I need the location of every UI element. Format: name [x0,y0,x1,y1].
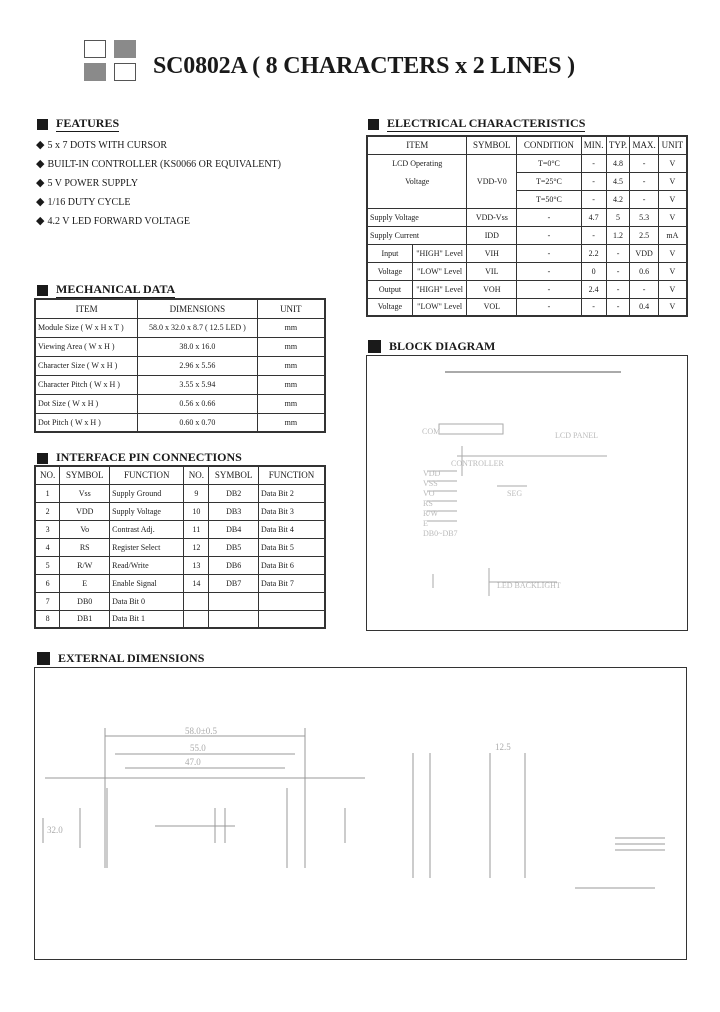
heading-square-icon [37,285,48,296]
col-header: TYP. [606,136,630,154]
seg-label: SEG [507,489,523,498]
table-row: T=50°C - 4.2 - V [367,190,687,208]
table-row: 7 DB0 Data Bit 0 [35,592,325,610]
heading-square-icon [37,119,48,130]
heading-square-icon [368,119,379,130]
table-row: 3 Vo Contrast Adj. 11 DB4 Data Bit 4 [35,520,325,538]
table-row: Character Size ( W x H ) 2.96 x 5.56 mm [35,356,325,375]
table-row: Module Size ( W x H x T ) 58.0 x 32.0 x 8.7 ( 12.5 LED ) mm [35,318,325,337]
table-row: Supply Voltage VDD-Vss - 4.7 5 5.3 V [367,208,687,226]
table-row: Viewing Area ( W x H ) 38.0 x 16.0 mm [35,337,325,356]
features-heading: FEATURES [37,116,119,132]
dimension-label: 32.0 [47,825,63,835]
table-row: Dot Size ( W x H ) 0.56 x 0.66 mm [35,394,325,413]
mechanical-table [34,298,326,433]
logo [84,40,138,82]
logo-square-gray-bottom [84,63,106,81]
dimension-label: 55.0 [190,743,206,753]
table-header-row [35,466,325,484]
feature-item: ◆ 4.2 V LED FORWARD VOLTAGE [36,212,281,231]
col-header: MAX. [630,136,658,154]
external-dimensions-frame [34,667,687,960]
table-header-row [367,136,687,154]
logo-square-white-top [84,40,106,58]
table-row: Dot Pitch ( W x H ) 0.60 x 0.70 mm [35,413,325,432]
feature-item: ◆ 1/16 DUTY CYCLE [36,193,281,212]
col-header: MIN. [581,136,606,154]
backlight-label: LED BACKLIGHT [497,581,561,590]
col-header: UNIT [257,299,325,318]
electrical-table [366,135,688,317]
dimension-label: 47.0 [185,757,201,767]
table-row: 4 RS Register Select 12 DB5 Data Bit 5 [35,538,325,556]
signal-label: R/W [423,509,439,518]
col-header: NO. [184,466,209,484]
table-row: Output "HIGH" Level VOH - 2.4 - - V [367,280,687,298]
signal-label: E [423,519,428,528]
external-dimensions-drawing [35,668,685,958]
signal-label: VDD [423,469,441,478]
dimension-label: 12.5 [495,742,511,752]
col-header: CONDITION [517,136,581,154]
com-label: COM [422,427,441,436]
col-header: FUNCTION [259,466,325,484]
logo-square-gray-top [114,40,136,58]
interface-heading: INTERFACE PIN CONNECTIONS [37,450,242,466]
col-header: SYMBOL [467,136,517,154]
heading-square-icon [368,340,381,353]
interface-table [34,465,326,629]
block-diagram-figure [367,356,686,629]
table-row: LCD Operating Voltage VDD-V0 T=0°C - 4.8 - V [367,154,687,172]
controller-label: CONTROLLER [451,459,504,468]
block-diagram-frame [366,355,688,631]
table-row: Character Pitch ( W x H ) 3.55 x 5.94 mm [35,375,325,394]
heading-square-icon [37,453,48,464]
features-list [36,136,281,231]
signal-label: VSS [423,479,438,488]
dimension-label: 58.0±0.5 [185,726,217,736]
lcd-voltage-label: LCD Operating Voltage [367,154,467,208]
col-header: FUNCTION [110,466,184,484]
page-title: SC0802A ( 8 CHARACTERS x 2 LINES ) [153,53,575,79]
col-header: NO. [35,466,60,484]
diamond-bullet-icon: ◆ [36,177,45,189]
signal-label: RS [423,499,433,508]
table-row: T=25°C - 4.5 - V [367,172,687,190]
col-header: UNIT [658,136,687,154]
col-header: ITEM [35,299,138,318]
col-header: SYMBOL [60,466,110,484]
table-row: 5 R/W Read/Write 13 DB6 Data Bit 6 [35,556,325,574]
mechanical-heading: MECHANICAL DATA [37,282,175,298]
feature-item: ◆ 5 V POWER SUPPLY [36,174,281,193]
table-row: 6 E Enable Signal 14 DB7 Data Bit 7 [35,574,325,592]
signal-label: VO [423,489,435,498]
table-row: 2 VDD Supply Voltage 10 DB3 Data Bit 3 [35,502,325,520]
table-header-row [35,299,325,318]
heading-square-icon [37,652,50,665]
external-heading: EXTERNAL DIMENSIONS [37,651,204,666]
table-row: Voltage "LOW" Level VOL - - - 0.4 V [367,298,687,316]
signal-label: DB0~DB7 [423,529,458,538]
col-header: DIMENSIONS [138,299,257,318]
feature-item: ◆ BUILT-IN CONTROLLER (KS0066 OR EQUIVALENT) [36,155,281,174]
table-row: Supply Current IDD - - 1.2 2.5 mA [367,226,687,244]
logo-square-white-bottom [114,63,136,81]
diamond-bullet-icon: ◆ [36,215,45,227]
block-diagram-heading: BLOCK DIAGRAM [368,339,495,354]
table-row: 1 Vss Supply Ground 9 DB2 Data Bit 2 [35,484,325,502]
table-row: Input "HIGH" Level VIH - 2.2 - VDD V [367,244,687,262]
electrical-heading: ELECTRICAL CHARACTERISTICS [368,116,585,132]
lcd-panel-label: LCD PANEL [555,431,599,440]
col-header: ITEM [367,136,467,154]
diamond-bullet-icon: ◆ [36,196,45,208]
col-header: SYMBOL [209,466,259,484]
table-row: 8 DB1 Data Bit 1 [35,610,325,628]
feature-item: ◆ 5 x 7 DOTS WITH CURSOR [36,136,281,155]
diamond-bullet-icon: ◆ [36,158,45,170]
diamond-bullet-icon: ◆ [36,139,45,151]
table-row: Voltage "LOW" Level VIL - 0 - 0.6 V [367,262,687,280]
